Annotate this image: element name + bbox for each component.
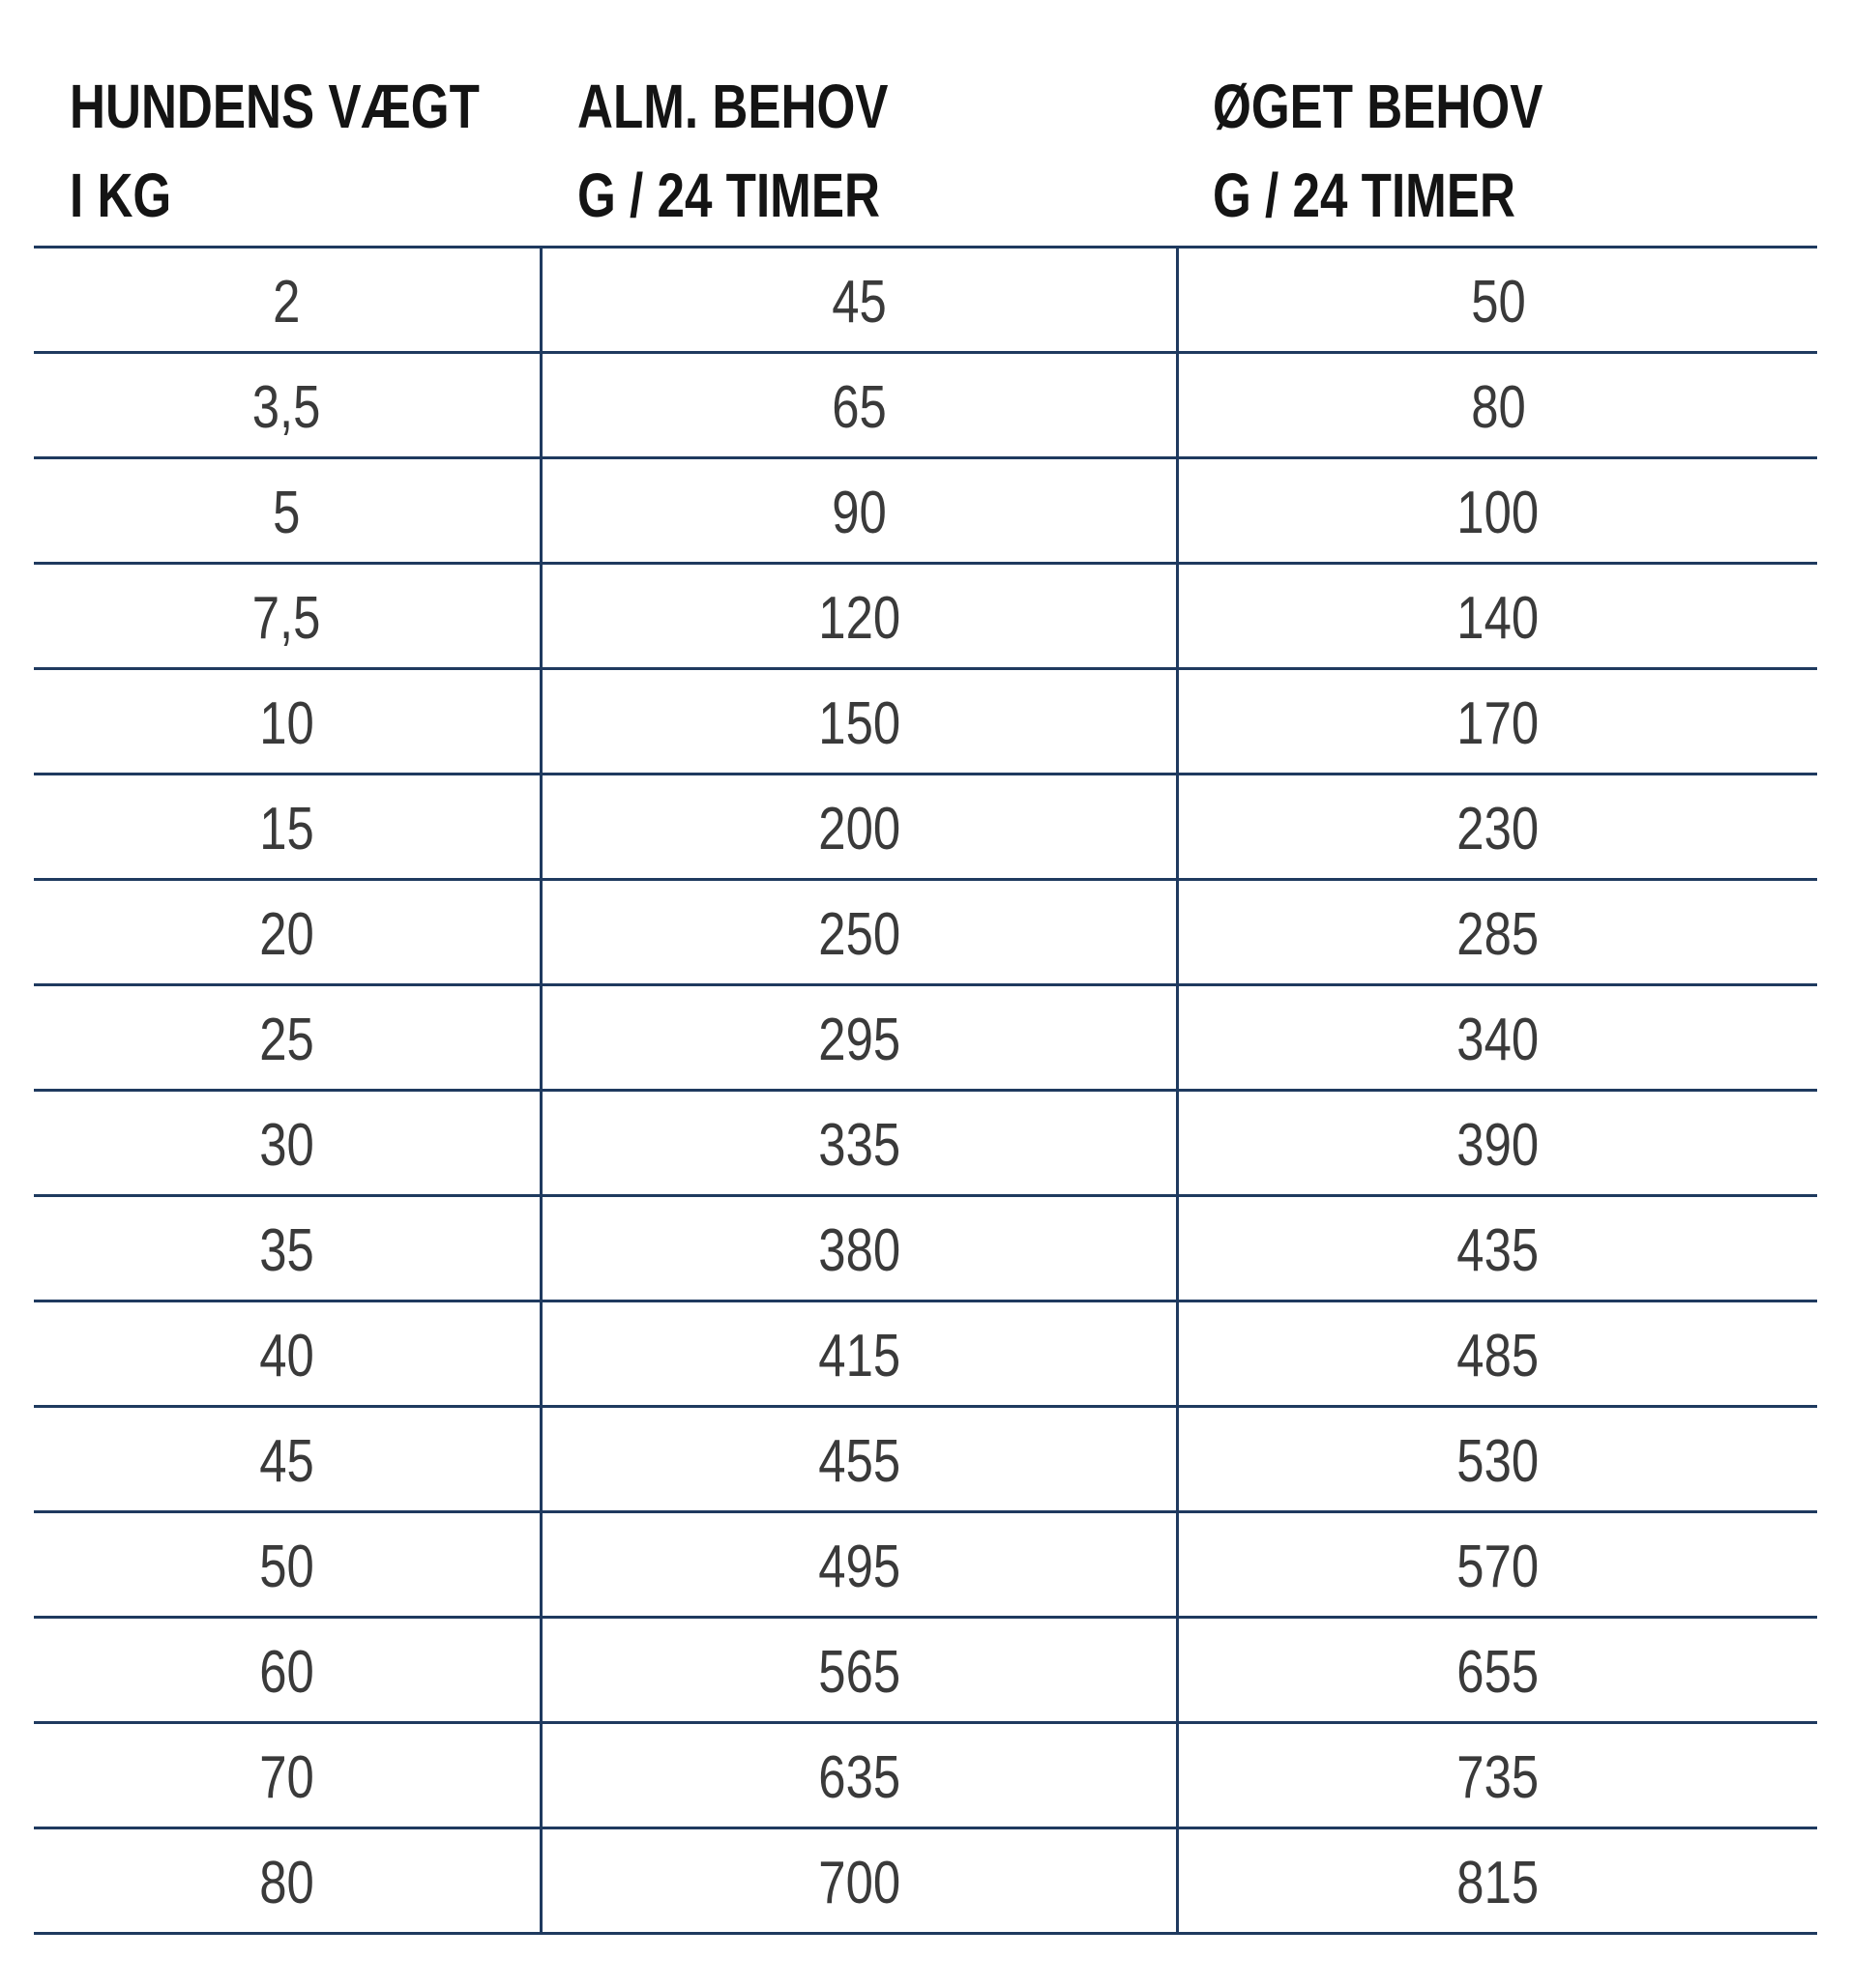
table-row	[34, 775, 1817, 881]
increased-need-cell-value: 80	[1470, 374, 1526, 441]
table-row	[34, 565, 1817, 670]
weight-cell	[34, 986, 543, 1089]
increased-need-cell-value: 655	[1456, 1639, 1540, 1706]
increased-need-cell	[1179, 775, 1817, 878]
normal-need-cell-value: 45	[832, 269, 887, 336]
increased-need-cell	[1179, 881, 1817, 983]
weight-cell-value: 5	[273, 480, 301, 546]
weight-cell-value: 20	[259, 901, 314, 968]
increased-need-cell-value: 50	[1470, 269, 1526, 336]
normal-need-cell	[543, 1724, 1179, 1827]
normal-need-cell	[543, 354, 1179, 456]
normal-need-cell-value: 565	[818, 1639, 900, 1706]
increased-need-cell	[1179, 986, 1817, 1089]
normal-need-cell-value: 635	[818, 1744, 900, 1811]
table-body	[34, 248, 1817, 1935]
increased-need-cell	[1179, 1408, 1817, 1510]
weight-cell	[34, 775, 543, 878]
weight-cell	[34, 1829, 543, 1932]
normal-need-cell	[543, 1302, 1179, 1405]
increased-need-cell	[1179, 670, 1817, 773]
weight-cell-value: 80	[259, 1850, 314, 1916]
header-increased-need-line2: G / 24 TIMER	[1213, 161, 1515, 230]
table-header	[34, 0, 1817, 248]
normal-need-cell	[543, 1408, 1179, 1510]
header-weight-line2: I KG	[70, 161, 172, 230]
header-increased-need	[1213, 62, 1542, 240]
increased-need-cell	[1179, 1197, 1817, 1300]
increased-need-cell-value: 570	[1456, 1534, 1540, 1600]
header-weight	[70, 62, 480, 240]
weight-cell-value: 40	[259, 1323, 314, 1389]
weight-cell-value: 7,5	[252, 585, 321, 652]
normal-need-cell-value: 380	[818, 1217, 900, 1284]
normal-need-cell-value: 295	[818, 1007, 900, 1073]
increased-need-cell	[1179, 1619, 1817, 1721]
header-normal-need-line2: G / 24 TIMER	[577, 161, 880, 230]
weight-cell	[34, 1724, 543, 1827]
increased-need-cell-value: 170	[1456, 690, 1540, 757]
weight-cell	[34, 1619, 543, 1721]
increased-need-cell-value: 140	[1456, 585, 1540, 652]
normal-need-cell	[543, 1197, 1179, 1300]
weight-cell	[34, 1513, 543, 1616]
header-normal-need-line1: ALM. BEHOV	[577, 72, 889, 141]
normal-need-cell-value: 90	[832, 480, 887, 546]
increased-need-cell-value: 815	[1456, 1850, 1540, 1916]
table-row	[34, 1302, 1817, 1408]
normal-need-cell	[543, 1619, 1179, 1721]
table-row	[34, 1724, 1817, 1829]
weight-cell	[34, 670, 543, 773]
increased-need-cell	[1179, 565, 1817, 667]
normal-need-cell	[543, 986, 1179, 1089]
weight-cell-value: 2	[273, 269, 301, 336]
weight-cell	[34, 248, 543, 351]
normal-need-cell	[543, 881, 1179, 983]
normal-need-cell	[543, 775, 1179, 878]
increased-need-cell-value: 435	[1456, 1217, 1540, 1284]
increased-need-cell	[1179, 1092, 1817, 1194]
increased-need-cell-value: 485	[1456, 1323, 1540, 1389]
table-row	[34, 1408, 1817, 1513]
weight-cell-value: 10	[259, 690, 314, 757]
table-row	[34, 1619, 1817, 1724]
increased-need-cell-value: 100	[1456, 480, 1540, 546]
normal-need-cell-value: 495	[818, 1534, 900, 1600]
weight-cell-value: 3,5	[252, 374, 321, 441]
weight-cell	[34, 1197, 543, 1300]
table-row	[34, 1197, 1817, 1302]
increased-need-cell-value: 390	[1456, 1112, 1540, 1179]
weight-cell-value: 35	[259, 1217, 314, 1284]
weight-cell-value: 60	[259, 1639, 314, 1706]
normal-need-cell	[543, 459, 1179, 562]
weight-cell-value: 30	[259, 1112, 314, 1179]
normal-need-cell	[543, 1092, 1179, 1194]
increased-need-cell-value: 340	[1456, 1007, 1540, 1073]
table-row	[34, 459, 1817, 565]
normal-need-cell-value: 415	[818, 1323, 900, 1389]
weight-cell-value: 25	[259, 1007, 314, 1073]
increased-need-cell-value: 530	[1456, 1428, 1540, 1495]
normal-need-cell-value: 700	[818, 1850, 900, 1916]
weight-cell	[34, 459, 543, 562]
normal-need-cell	[543, 248, 1179, 351]
table-row	[34, 1092, 1817, 1197]
table-row	[34, 1829, 1817, 1935]
increased-need-cell	[1179, 248, 1817, 351]
table-row	[34, 986, 1817, 1092]
table-row	[34, 881, 1817, 986]
normal-need-cell	[543, 1513, 1179, 1616]
weight-cell	[34, 881, 543, 983]
weight-cell	[34, 1408, 543, 1510]
increased-need-cell-value: 230	[1456, 796, 1540, 862]
weight-cell	[34, 1302, 543, 1405]
table-row	[34, 670, 1817, 775]
increased-need-cell	[1179, 1724, 1817, 1827]
table-row	[34, 354, 1817, 459]
increased-need-cell	[1179, 459, 1817, 562]
normal-need-cell	[543, 670, 1179, 773]
weight-cell-value: 70	[259, 1744, 314, 1811]
table-row	[34, 1513, 1817, 1619]
normal-need-cell-value: 455	[818, 1428, 900, 1495]
normal-need-cell-value: 120	[818, 585, 900, 652]
normal-need-cell-value: 65	[832, 374, 887, 441]
header-weight-line1: HUNDENS VÆGT	[70, 72, 480, 141]
weight-cell	[34, 354, 543, 456]
normal-need-cell-value: 200	[818, 796, 900, 862]
weight-cell-value: 45	[259, 1428, 314, 1495]
normal-need-cell	[543, 565, 1179, 667]
normal-need-cell-value: 150	[818, 690, 900, 757]
increased-need-cell-value: 285	[1456, 901, 1540, 968]
weight-cell-value: 15	[259, 796, 314, 862]
feeding-table	[34, 0, 1817, 1935]
table-row	[34, 248, 1817, 354]
weight-cell	[34, 1092, 543, 1194]
header-increased-need-line1: ØGET BEHOV	[1213, 72, 1543, 141]
normal-need-cell-value: 335	[818, 1112, 900, 1179]
increased-need-cell	[1179, 354, 1817, 456]
increased-need-cell-value: 735	[1456, 1744, 1540, 1811]
weight-cell-value: 50	[259, 1534, 314, 1600]
increased-need-cell	[1179, 1829, 1817, 1932]
normal-need-cell-value: 250	[818, 901, 900, 968]
header-normal-need	[577, 62, 888, 240]
weight-cell	[34, 565, 543, 667]
increased-need-cell	[1179, 1302, 1817, 1405]
increased-need-cell	[1179, 1513, 1817, 1616]
normal-need-cell	[543, 1829, 1179, 1932]
